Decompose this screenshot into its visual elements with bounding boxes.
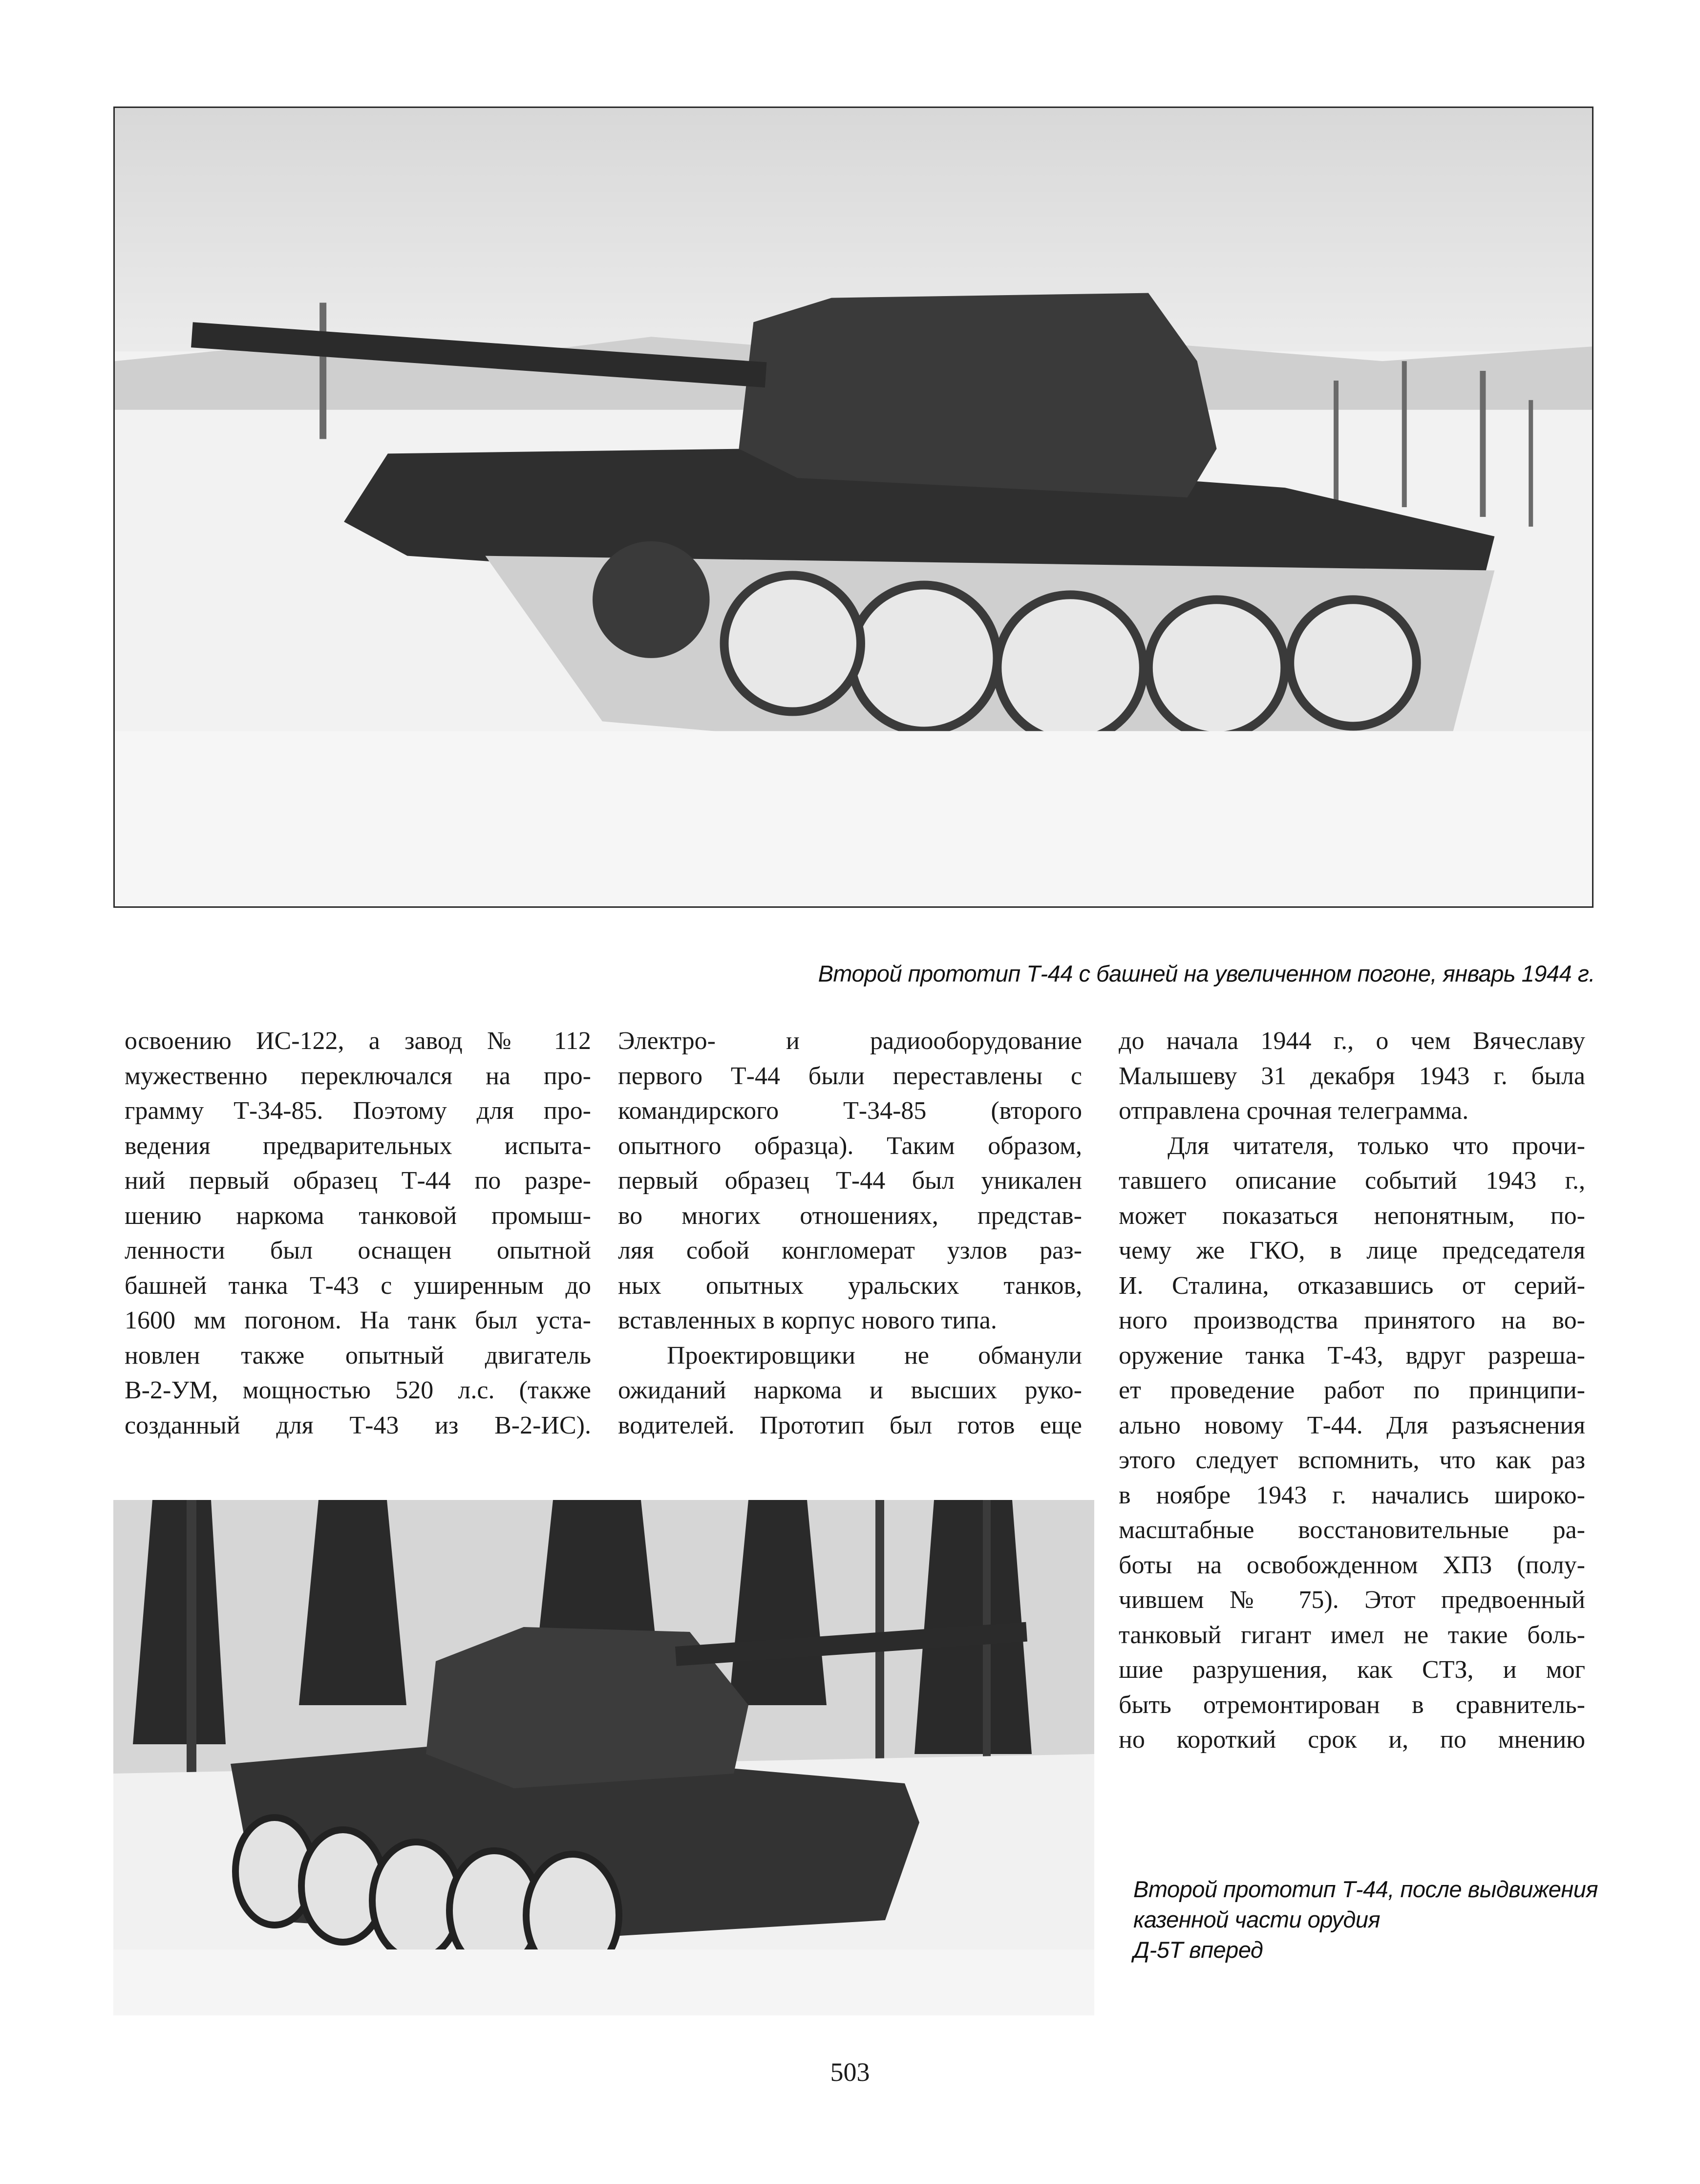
- text-line: первого Т-44 были переставлены с: [618, 1062, 1082, 1090]
- text-line: шению наркома танковой промыш-: [125, 1201, 591, 1230]
- text-line: этого следует вспомнить, что как раз: [1119, 1446, 1585, 1474]
- text-line: боты на освобожденном ХПЗ (полу-: [1119, 1551, 1585, 1579]
- text-line: быть отремонтирован в сравнитель-: [1119, 1691, 1585, 1719]
- top-photo-caption: Второй прототип Т-44 с башней на увеличенном погоне, январь 1944 г.: [818, 961, 1595, 986]
- caption-line: Д-5Т вперед: [1133, 1937, 1263, 1963]
- caption-line: казенной части орудия: [1133, 1906, 1381, 1932]
- text-line: тавшего описание событий 1943 г.,: [1119, 1167, 1585, 1195]
- text-line: может показаться непонятным, по-: [1119, 1201, 1585, 1230]
- text-line: В-2-УМ, мощностью 520 л.с. (также: [125, 1376, 591, 1404]
- text-line: вставленных в корпус нового типа.: [618, 1306, 997, 1334]
- text-line: опытного образца). Таким образом,: [618, 1132, 1082, 1160]
- text-line: Электро- и радиооборудование: [618, 1027, 1082, 1055]
- text-line: Для читателя, только что прочи-: [1168, 1132, 1585, 1160]
- text-line: ленности был оснащен опытной: [125, 1237, 591, 1264]
- text-line: первый образец Т-44 был уникален: [618, 1167, 1082, 1195]
- text-line: шие разрушения, как СТЗ, и мог: [1119, 1656, 1585, 1684]
- text-line: ет проведение работ по принципи-: [1119, 1376, 1585, 1404]
- text-line: отправлена срочная телеграмма.: [1119, 1097, 1469, 1125]
- text-line: Малышеву 31 декабря 1943 г. была: [1119, 1062, 1585, 1090]
- text-line: созданный для Т-43 из В-2-ИС).: [125, 1411, 591, 1439]
- text-line: водителей. Прототип был готов еще: [618, 1411, 1082, 1439]
- text-line: чившем № 75). Этот предвоенный: [1119, 1586, 1585, 1614]
- text-line: грамму Т-34-85. Поэтому для про-: [125, 1097, 591, 1125]
- text-line: башней танка Т-43 с уширенным до: [125, 1271, 591, 1300]
- text-column-left: [125, 1024, 591, 1443]
- tank-winter-forest-illustration: [113, 1500, 1094, 2015]
- bottom-photo-caption: [1133, 1874, 1598, 1965]
- text-line: ний первый образец Т-44 по разре-: [125, 1167, 591, 1195]
- bottom-photo: [113, 1500, 1094, 2015]
- text-column-right: [1119, 1024, 1585, 1757]
- text-line: новлен также опытный двигатель: [125, 1341, 591, 1370]
- text-line: ально новому Т-44. Для разъяснения: [1119, 1411, 1585, 1439]
- text-line: освоению ИС-122, а завод № 112: [125, 1027, 591, 1055]
- text-line: чему же ГКО, в лице председателя: [1119, 1237, 1585, 1264]
- text-line: ведения предварительных испыта-: [125, 1132, 591, 1160]
- text-line: ного производства принятого на во-: [1119, 1306, 1585, 1334]
- text-line: мужественно переключался на про-: [125, 1062, 591, 1090]
- text-line: командирского Т-34-85 (второго: [618, 1097, 1082, 1125]
- text-line: в ноябре 1943 г. начались широко-: [1119, 1481, 1585, 1509]
- text-line: но короткий срок и, по мнению: [1119, 1726, 1585, 1754]
- text-line: ных опытных уральских танков,: [618, 1271, 1082, 1300]
- top-photo: [113, 107, 1594, 908]
- text-line: оружение танка Т-43, вдруг разреша-: [1119, 1341, 1585, 1370]
- text-line: танковый гигант имел не такие боль-: [1119, 1621, 1585, 1649]
- text-column-middle: [618, 1024, 1082, 1443]
- text-line: масштабные восстановительные ра-: [1119, 1516, 1585, 1544]
- caption-line: Второй прототип Т-44, после выдвижения: [1133, 1876, 1598, 1902]
- page-number: 503: [830, 2057, 870, 2087]
- text-line: 1600 мм погоном. На танк был уста-: [125, 1306, 591, 1334]
- text-line: Проектировщики не обманули: [667, 1341, 1082, 1370]
- text-line: ожиданий наркома и высших руко-: [618, 1376, 1082, 1404]
- text-line: ляя собой конгломерат узлов раз-: [618, 1237, 1082, 1264]
- text-line: до начала 1944 г., о чем Вячеславу: [1119, 1027, 1585, 1055]
- text-line: во многих отношениях, представ-: [618, 1201, 1082, 1230]
- tank-winter-field-illustration: [115, 108, 1592, 906]
- text-line: И. Сталина, отказавшись от серий-: [1119, 1271, 1585, 1300]
